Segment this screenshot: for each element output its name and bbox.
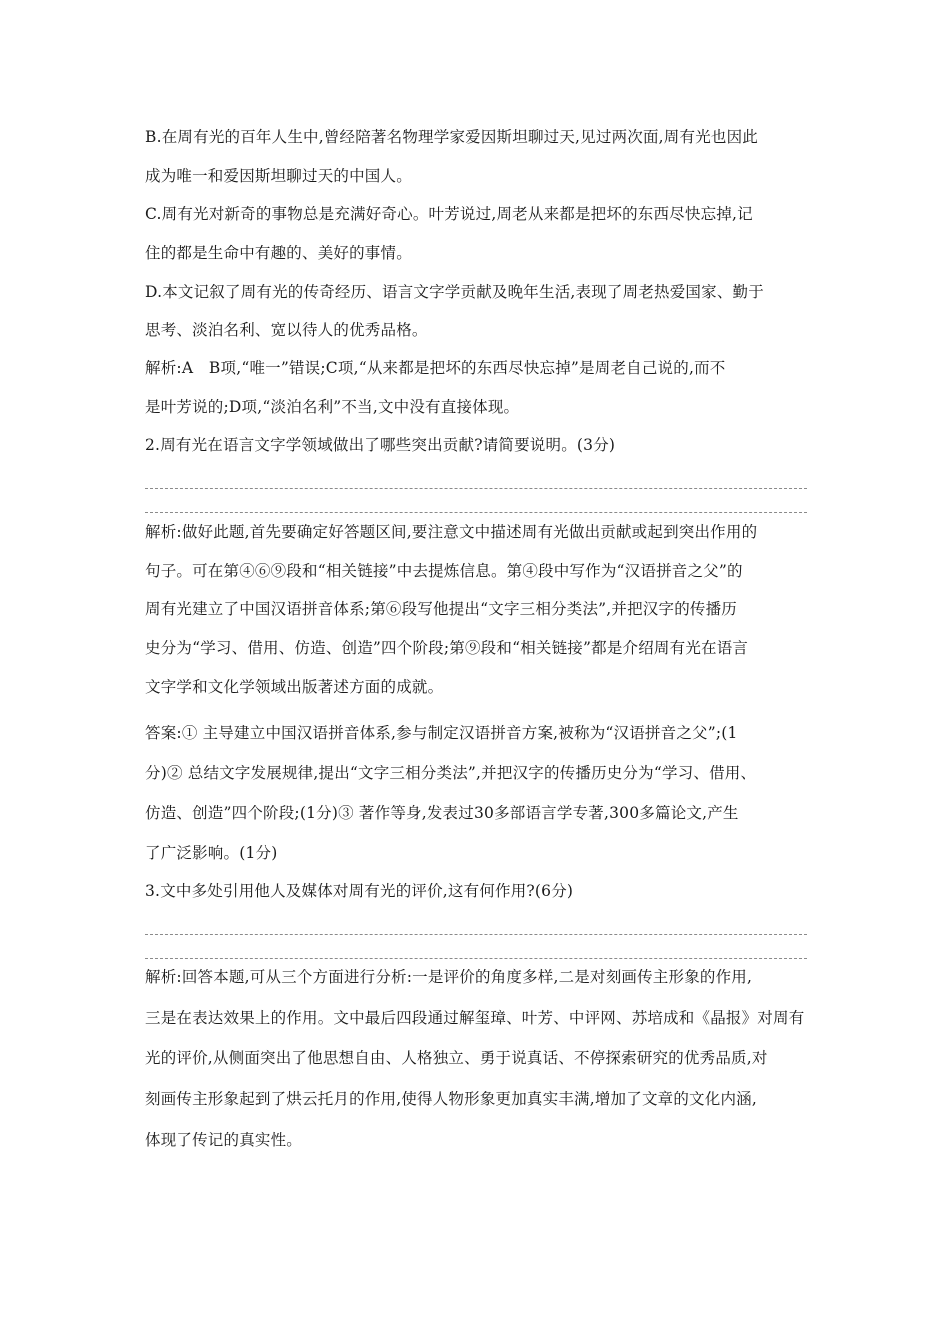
q2-answer-line: 了广泛影响。(1分) [145, 844, 278, 862]
option-d-line-2: 思考、淡泊名利、宽以待人的优秀品格。 [145, 321, 428, 339]
option-c-line-2: 住的都是生命中有趣的、美好的事情。 [145, 244, 412, 262]
question-2: 2.周有光在语言文字学领域做出了哪些突出贡献?请简要说明。(3分) [145, 436, 616, 454]
q2-analysis-line: 文字学和文化学领域出版著述方面的成就。 [145, 678, 444, 696]
answer-line [145, 934, 807, 935]
answer-line [145, 958, 807, 959]
q1-analysis-line-2: 是叶芳说的;D项,“淡泊名利”不当,文中没有直接体现。 [145, 398, 520, 416]
q3-analysis-line: 三是在表达效果上的作用。文中最后四段通过解玺璋、叶芳、中评网、苏培成和《晶报》对周有 [145, 1009, 805, 1027]
q1-analysis-line-1: 解析:A B项,“唯一”错误;C项,“从来都是把坏的东西尽快忘掉”是周老自己说的,而不 [145, 359, 726, 377]
q2-analysis-line: 解析:做好此题,首先要确定好答题区间,要注意文中描述周有光做出贡献或起到突出作用的 [145, 523, 758, 541]
option-b-line-2: 成为唯一和爱因斯坦聊过天的中国人。 [145, 167, 412, 185]
q2-analysis-line: 周有光建立了中国汉语拼音体系;第⑥段写他提出“文字三相分类法”,并把汉字的传播历 [145, 600, 737, 618]
q3-analysis-line: 解析:回答本题,可从三个方面进行分析:一是评价的角度多样,二是对刻画传主形象的作用, [145, 968, 753, 986]
answer-line [145, 512, 807, 513]
q3-analysis-line: 光的评价,从侧面突出了他思想自由、人格独立、勇于说真话、不停探索研究的优秀品质,对 [145, 1049, 768, 1067]
answer-line [145, 488, 807, 489]
q2-answer-line: 答案:① 主导建立中国汉语拼音体系,参与制定汉语拼音方案,被称为“汉语拼音之父”;(1 [145, 724, 738, 742]
q3-analysis-line: 刻画传主形象起到了烘云托月的作用,使得人物形象更加真实丰满,增加了文章的文化内涵, [145, 1090, 757, 1108]
q2-analysis-line: 史分为“学习、借用、仿造、创造”四个阶段;第⑨段和“相关链接”都是介绍周有光在语言 [145, 639, 749, 657]
option-c-line-1: C.周有光对新奇的事物总是充满好奇心。叶芳说过,周老从来都是把坏的东西尽快忘掉,记 [145, 205, 753, 223]
q2-answer-line: 仿造、创造”四个阶段;(1分)③ 著作等身,发表过30多部语言学专著,300多篇论文,产生 [145, 804, 739, 822]
q3-analysis-line: 体现了传记的真实性。 [145, 1131, 303, 1149]
question-3: 3.文中多处引用他人及媒体对周有光的评价,这有何作用?(6分) [145, 882, 574, 900]
option-b-line-1: B.在周有光的百年人生中,曾经陪著名物理学家爱因斯坦聊过天,见过两次面,周有光也因此 [145, 128, 759, 146]
q2-analysis-line: 句子。可在第④⑥⑨段和“相关链接”中去提炼信息。第④段中写作为“汉语拼音之父”的 [145, 562, 743, 580]
q2-answer-line: 分)② 总结文字发展规律,提出“文字三相分类法”,并把汉字的传播历史分为“学习、借用、 [145, 764, 757, 782]
option-d-line-1: D.本文记叙了周有光的传奇经历、语言文字学贡献及晚年生活,表现了周老热爱国家、勤于 [145, 283, 764, 301]
